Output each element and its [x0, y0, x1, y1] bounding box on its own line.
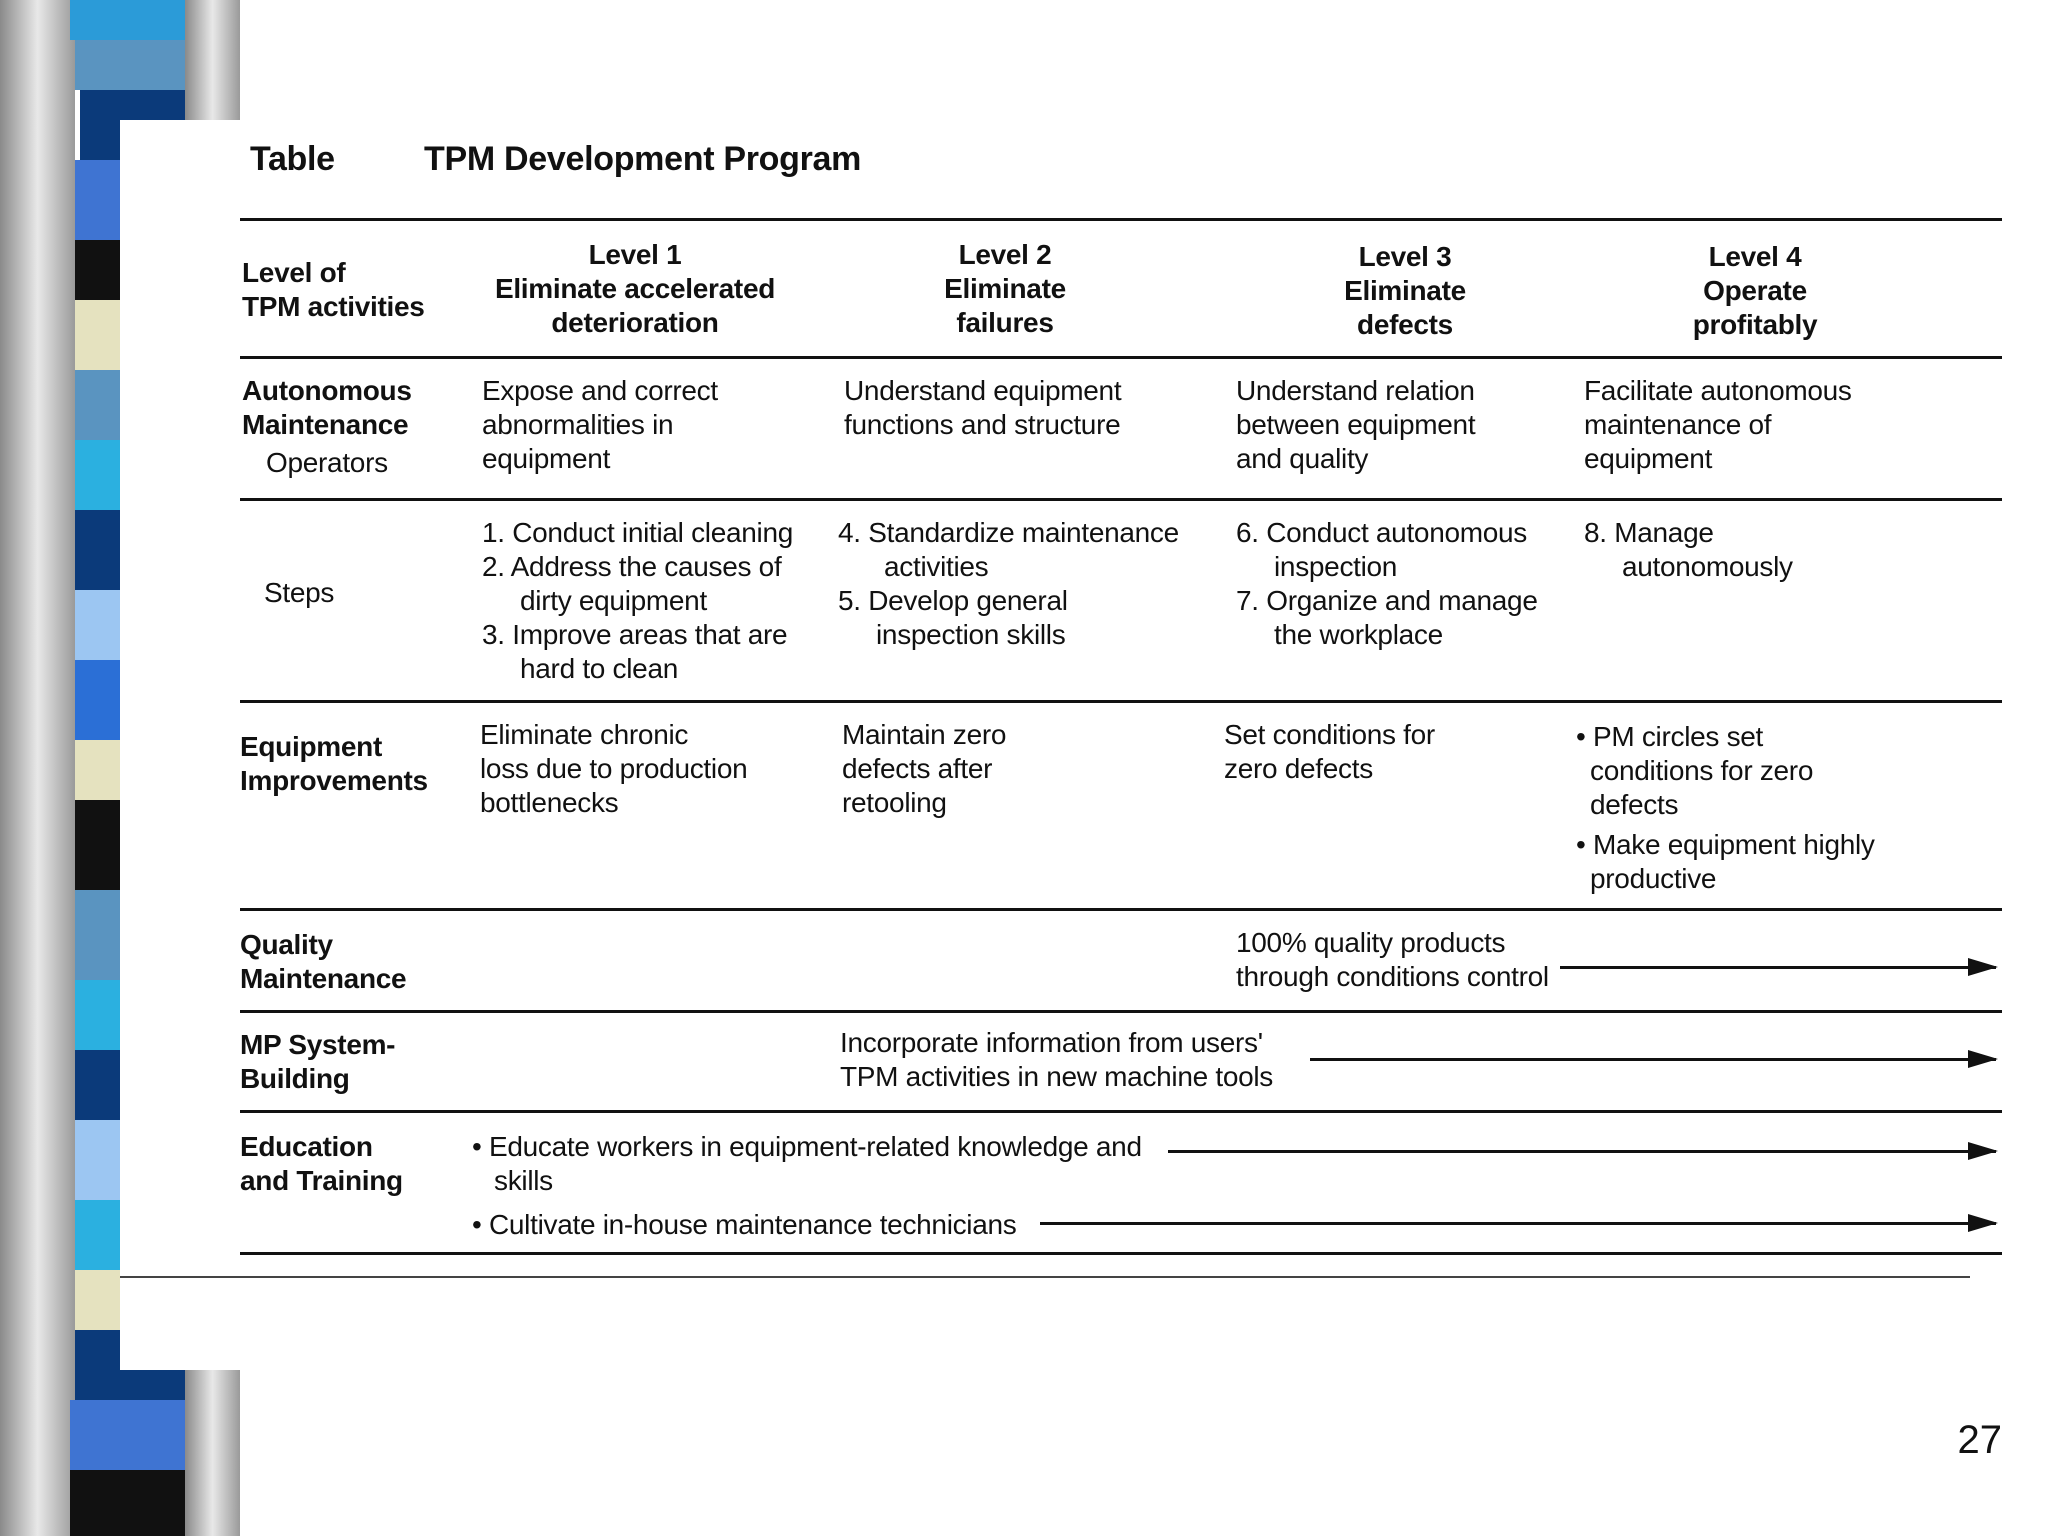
rule-autonomous: [240, 498, 2002, 501]
quality-label: Quality Maintenance: [240, 929, 407, 994]
rule-header: [240, 356, 2002, 359]
page-number: 27: [1957, 1418, 2002, 1462]
rule-mp: [240, 1110, 2002, 1113]
header-level-1: Level 1 Eliminate accelerated deterioration: [494, 239, 776, 338]
education-item-2: • Cultivate in-house maintenance technicians: [472, 1209, 1017, 1240]
quality-text: 100% quality products through conditions control: [1236, 927, 1549, 992]
autonomous-cell-2: Understand equipment functions and structure: [844, 375, 1122, 440]
steps-cell-2: 4. Standardize maintenance activities 5. Develop general inspection skills: [838, 517, 1179, 650]
education-item-1: • Educate workers in equipment-related knowledge and skills: [472, 1131, 1142, 1196]
mp-label: MP System- Building: [240, 1029, 396, 1094]
rule-equipment: [240, 908, 2002, 911]
autonomous-cell-1: Expose and correct abnormalities in equipment: [482, 375, 718, 474]
quality-arrow: [1560, 966, 1996, 969]
steps-cell-3: 6. Conduct autonomous inspection 7. Organize and manage the workplace: [1236, 517, 1538, 650]
education-arrow-2: [1040, 1222, 1996, 1225]
equipment-cell-3: Set conditions for zero defects: [1224, 719, 1435, 784]
rule-top: [240, 218, 2002, 221]
table-label: Table: [250, 140, 335, 178]
header-level-4: Level 4 Operate profitably: [1692, 241, 1818, 340]
autonomous-sublabel: Operators: [266, 447, 388, 478]
steps-cell-1: 1. Conduct initial cleaning 2. Address the causes of dirty equipment 3. Improve areas that are hard to clean: [482, 517, 793, 684]
autonomous-cell-3: Understand relation between equipment and quality: [1236, 375, 1476, 474]
equipment-label: Equipment Improvements: [240, 731, 428, 796]
scan-edge-line: [120, 1276, 1970, 1278]
mp-arrow: [1310, 1058, 1996, 1061]
steps-label: Steps: [264, 577, 335, 608]
equipment-cell-2: Maintain zero defects after retooling: [842, 719, 1007, 818]
rule-quality: [240, 1010, 2002, 1013]
autonomous-label: Autonomous Maintenance: [242, 375, 412, 440]
education-arrow-1: [1168, 1150, 1996, 1153]
steps-cell-4: 8. Manage autonomously: [1584, 517, 1793, 582]
equipment-cell-1: Eliminate chronic loss due to production bottlenecks: [480, 719, 748, 818]
autonomous-cell-4: Facilitate autonomous maintenance of equipment: [1584, 375, 1852, 474]
rule-bottom: [240, 1252, 2002, 1255]
header-level-2: Level 2 Eliminate failures: [944, 239, 1066, 338]
education-label: Education and Training: [240, 1131, 403, 1196]
header-row-label: Level of TPM activities: [242, 257, 425, 322]
table-title: TPM Development Program: [424, 140, 862, 178]
header-level-3: Level 3 Eliminate defects: [1344, 241, 1466, 340]
mp-text: Incorporate information from users' TPM activities in new machine tools: [840, 1027, 1274, 1092]
scanned-table: [120, 120, 1970, 1370]
rule-steps: [240, 700, 2002, 703]
equipment-cell-4: • PM circles set conditions for zero defects • Make equipment highly productive: [1576, 721, 1875, 894]
